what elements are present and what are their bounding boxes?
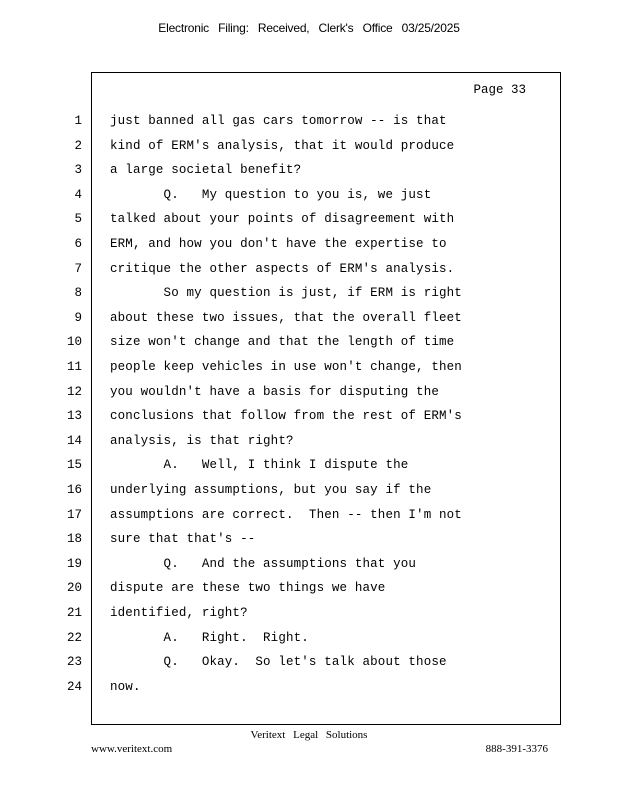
transcript-line: conclusions that follow from the rest of ERM's: [110, 409, 462, 424]
line-number: 10: [66, 335, 82, 350]
transcript-line: dispute are these two things we have: [110, 581, 386, 596]
line-number: 21: [66, 606, 82, 620]
line-number: 7: [74, 261, 82, 276]
transcript-line: Q. My question to you is, we just: [110, 187, 432, 202]
page-number: Page 33: [473, 83, 526, 97]
transcript-line: people keep vehicles in use won't change, then: [110, 360, 462, 374]
line-number: 22: [66, 630, 82, 645]
transcript-line: So my question is just, if ERM is right: [110, 286, 462, 301]
line-number: 18: [66, 532, 82, 547]
line-number: 2: [74, 138, 82, 153]
line-number: 24: [66, 679, 82, 694]
transcript-line: you wouldn't have a basis for disputing the: [110, 384, 440, 399]
line-number: 16: [66, 483, 82, 497]
transcript-line: analysis, is that right?: [110, 433, 294, 448]
filing-stamp-header: Electronic Filing: Received, Clerk's Office 03/25/2025: [158, 21, 460, 35]
line-number: 11: [66, 360, 82, 374]
footer-phone: 888-391-3376: [485, 743, 548, 755]
line-number: 1: [74, 114, 82, 128]
transcript-line: Q. Okay. So let's talk about those: [110, 655, 447, 670]
line-number: 6: [74, 237, 82, 251]
transcript-line: about these two issues, that the overall fleet: [110, 310, 462, 325]
line-number: 3: [74, 163, 82, 178]
transcript-line: critique the other aspects of ERM's analysis.: [110, 261, 455, 276]
transcript-line: a large societal benefit?: [110, 163, 302, 178]
footer-company: Veritext Legal Solutions: [250, 729, 368, 741]
line-number: 19: [66, 556, 82, 571]
line-number: 5: [74, 212, 82, 227]
transcript-line: kind of ERM's analysis, that it would produce: [110, 138, 455, 153]
transcript-line: ERM, and how you don't have the expertise to: [110, 237, 447, 251]
transcript-line: A. Well, I think I dispute the: [110, 458, 409, 473]
line-number: 9: [74, 310, 82, 325]
line-number: 12: [66, 384, 82, 399]
transcript-line: sure that that's --: [110, 532, 256, 547]
line-number: 20: [66, 581, 82, 596]
transcript-line: underlying assumptions, but you say if the: [110, 483, 432, 497]
transcript-line: assumptions are correct. Then -- then I'm not: [110, 507, 462, 522]
transcript-line: size won't change and that the length of time: [110, 335, 455, 350]
line-number: 17: [66, 507, 82, 522]
transcript-line: Q. And the assumptions that you: [110, 556, 417, 571]
line-number: 23: [66, 655, 82, 670]
line-number: 4: [74, 187, 82, 202]
transcript-line: just banned all gas cars tomorrow -- is that: [110, 114, 447, 128]
transcript-line: identified, right?: [110, 606, 248, 620]
line-number: 8: [74, 286, 82, 301]
line-number: 14: [66, 433, 82, 448]
line-number: 13: [66, 409, 82, 424]
footer-website: www.veritext.com: [91, 743, 173, 755]
transcript-line: talked about your points of disagreement with: [110, 212, 455, 227]
transcript-line: now.: [110, 679, 141, 694]
line-number: 15: [66, 458, 82, 473]
transcript-line: A. Right. Right.: [110, 630, 309, 645]
